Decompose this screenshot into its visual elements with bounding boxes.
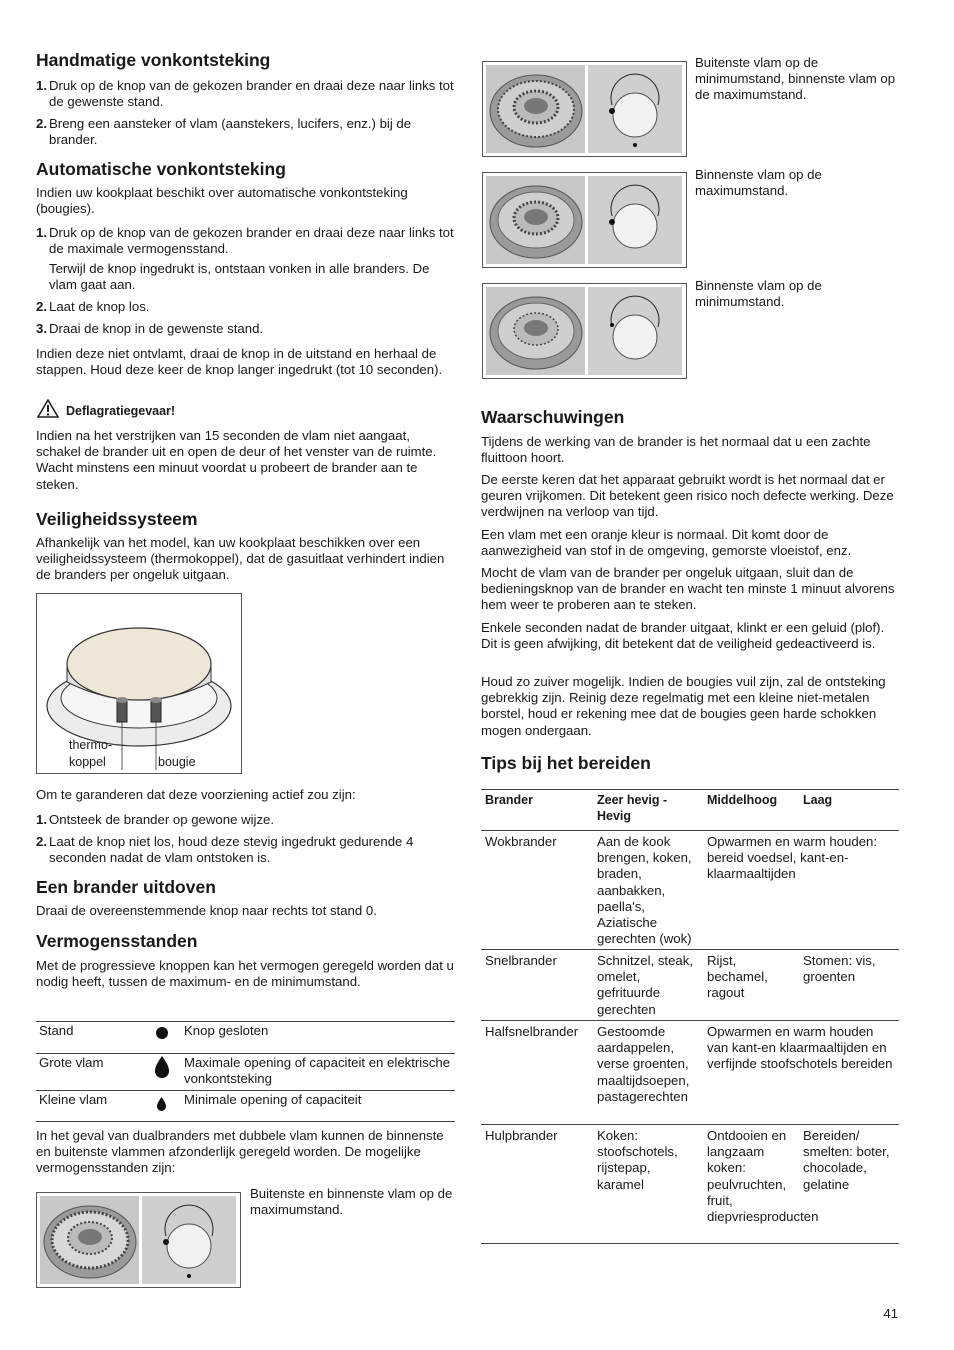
heading-veiligheidssysteem: Veiligheidssysteem <box>36 509 198 529</box>
caption: Buitenste vlam op de minimumstand, binnenste vlam op de maximumstand. <box>695 55 896 103</box>
label-koppel: koppel <box>69 755 106 769</box>
waarschuwing-para: Houd zo zuiver mogelijk. Indien de bougies vuil zijn, zal de ontsteking gebrekkig zijn. Reinig deze regelmatig met een kleine niet-metalen borstel, houd er rekening mee dat de bougies geen harde schokken mogen ondergaan. <box>481 674 886 738</box>
dual-text: In het geval van dualbranders met dubbele vlam kunnen de binnenste en buitenste vlammen afzonderlijk geregeld worden. De mogelijke vermogensstanden zijn: <box>36 1128 444 1176</box>
table-row: Grote vlam Maximale opening of capaciteit en elektrische vonkontsteking <box>39 1055 451 1087</box>
caption: Binnenste vlam op de maximumstand. <box>695 167 822 199</box>
dual-burner-figure-3 <box>482 172 687 268</box>
waarschuwing-para: Tijdens de werking van de brander is het normaal dat u een zachte fluittoon hoort. <box>481 434 871 466</box>
dual-burner-figure-2 <box>482 61 687 157</box>
large-flame-icon <box>154 1055 170 1079</box>
dual-caption: Buitenste en binnenste vlam op de maximumstand. <box>250 1186 453 1218</box>
automatisch-para: Indien deze niet ontvlamt, draai de knop in de uitstand en herhaal de stappen. Houd deze keer de knop langer ingedrukt (tot 10 seconden). <box>36 346 443 378</box>
knob-photo <box>142 1196 236 1284</box>
thermocouple-figure <box>36 593 242 774</box>
list-item: 1. Druk op de knop van de gekozen brander en draai deze naar links tot de maximale vermogensstand. <box>36 225 454 257</box>
heading-een-brander-uitdoven: Een brander uitdoven <box>36 877 216 897</box>
heading-vermogensstanden: Vermogensstanden <box>36 931 198 951</box>
table-row: Stand Knop gesloten <box>39 1023 269 1038</box>
list-item: 2. Laat de knop niet los, houd deze stevig ingedrukt gedurende 4 seconden nadat de vlam ontstoken is. <box>36 834 414 866</box>
dual-burner-figure-4 <box>482 283 687 379</box>
heading-waarschuwingen: Waarschuwingen <box>481 407 625 427</box>
table-row: Kleine vlam Minimale opening of capaciteit <box>36 1092 455 1120</box>
burner-photo <box>486 287 585 375</box>
heading-tips-bij-het-bereiden: Tips bij het bereiden <box>481 753 651 773</box>
veiligheid-intro: Afhankelijk van het model, kan uw kookplaat beschikken over een veiligheidssysteem (thermokoppel), dat de gasuitlaat verhindert indien de branders per ongeluk uitgaan. <box>36 535 445 583</box>
waarschuwing-para: Enkele seconden nadat de brander uitgaat, klinkt er een geluid (plof). Dit is geen afwijking, dit betekent dat de veiligheid gedeactiveerd is. <box>481 620 885 652</box>
warning-triangle-icon <box>37 399 59 418</box>
knob-closed-icon <box>156 1027 168 1039</box>
dual-burner-figure-1 <box>36 1192 241 1288</box>
list-item: 1. Ontsteek de brander op gewone wijze. <box>36 812 275 827</box>
knob-photo <box>588 176 682 264</box>
veiligheid-after: Om te garanderen dat deze voorziening actief zou zijn: <box>36 787 356 802</box>
knob-photo <box>588 65 682 153</box>
list-item: 3. Draai de knop in de gewenste stand. <box>36 321 264 336</box>
warning-text: Indien na het verstrijken van 15 seconden de vlam niet aangaat, schakel de brander uit en open de deur of het venster van de ruimte. Wacht minstens een minuut voordat u probeert de brander aan te steken. <box>36 428 437 492</box>
automatisch-intro: Indien uw kookplaat beschikt over automatische vonkontsteking (bougies). <box>36 185 408 217</box>
heading-automatische-vonkontsteking: Automatische vonkontsteking <box>36 159 286 179</box>
burner-photo <box>486 176 585 264</box>
page-number: 41 <box>883 1306 898 1321</box>
list-item-sub: Terwijl de knop ingedrukt is, ontstaan vonken in alle branders. De vlam gaat aan. <box>49 261 430 293</box>
list-item: 1. Druk op de knop van de gekozen brander en draai deze naar links tot de gewenste stand. <box>36 78 454 110</box>
caption: Binnenste vlam op de minimumstand. <box>695 278 822 310</box>
label-thermo: thermo- <box>69 738 113 752</box>
list-item: 2. Breng een aansteker of vlam (aanstekers, lucifers, enz.) bij de brander. <box>36 116 412 148</box>
uitdoven-text: Draai de overeenstemmende knop naar rechts tot stand 0. <box>36 903 377 918</box>
burner-photo <box>486 65 585 153</box>
heading-handmatige-vonkontsteking: Handmatige vonkontsteking <box>36 50 271 70</box>
waarschuwing-para: De eerste keren dat het apparaat gebruikt wordt is het normaal dat er geuren vrijkomen. Dit betekent geen risico noch defecte werking. Deze verdwijnen na verloop van tijd. <box>481 472 894 520</box>
waarschuwing-para: Een vlam met een oranje kleur is normaal. Dit komt door de aanwezigheid van stof in de omgeving, gemorste vloeistof, enz. <box>481 527 852 559</box>
small-flame-icon <box>156 1096 167 1112</box>
vermogen-text: Met de progressieve knoppen kan het vermogen geregeld worden dat u nodig heeft, tussen de maximum- en de minimumstand. <box>36 958 454 990</box>
label-bougie: bougie <box>158 755 196 769</box>
list-item: 2. Laat de knop los. <box>36 299 150 314</box>
burner-illustration <box>37 594 241 773</box>
knob-photo <box>588 287 682 375</box>
waarschuwing-para: Mocht de vlam van de brander per ongeluk uitgaan, sluit dan de bedieningsknop van de brander en wacht ten minste 1 minuut alvorens hem weer te proberen aan te steken. <box>481 565 895 613</box>
burner-photo <box>40 1196 139 1284</box>
